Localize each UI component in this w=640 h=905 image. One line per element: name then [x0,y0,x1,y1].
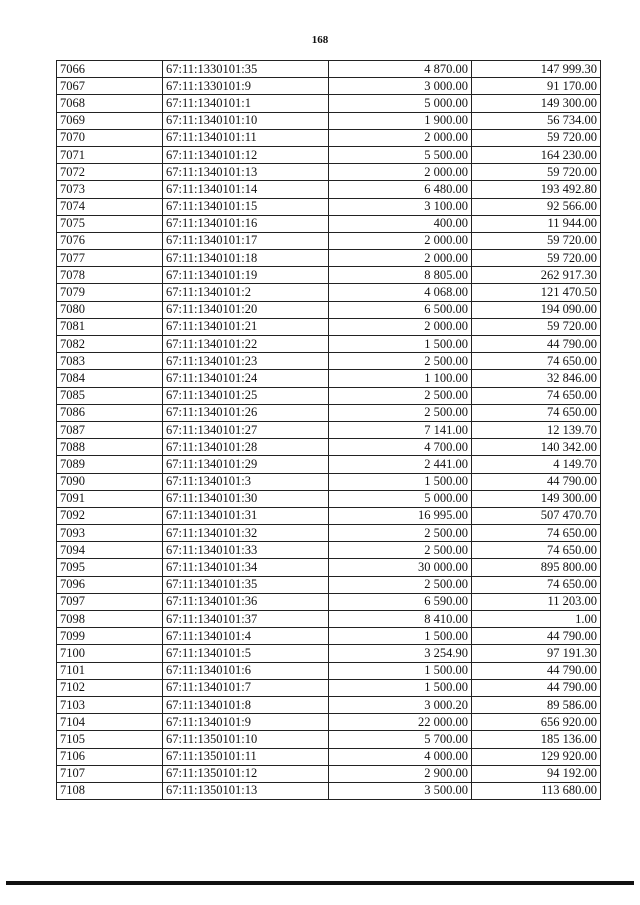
table-row [57,731,601,748]
row-number-cell: 7098 [57,611,163,628]
row-number-cell: 7103 [57,696,163,713]
row-number-cell: 7072 [57,164,163,181]
row-number-cell: 7066 [57,61,163,78]
table-row [57,507,601,524]
table-row [57,284,601,301]
area-cell: 2 441.00 [329,456,472,473]
area-cell: 4 000.00 [329,748,472,765]
cadastral-number-cell: 67:11:1340101:33 [163,542,329,559]
value-cell: 74 650.00 [472,542,601,559]
area-cell: 8 410.00 [329,611,472,628]
table-row [57,112,601,129]
row-number-cell: 7073 [57,181,163,198]
value-cell: 44 790.00 [472,679,601,696]
area-cell: 1 500.00 [329,473,472,490]
value-cell: 59 720.00 [472,164,601,181]
cadastral-number-cell: 67:11:1340101:26 [163,404,329,421]
table-row [57,370,601,387]
table-row [57,473,601,490]
row-number-cell: 7078 [57,267,163,284]
area-cell: 5 000.00 [329,490,472,507]
value-cell: 74 650.00 [472,353,601,370]
registry-table-container [56,60,600,800]
cadastral-number-cell: 67:11:1340101:30 [163,490,329,507]
area-cell: 7 141.00 [329,421,472,438]
value-cell: 121 470.50 [472,284,601,301]
table-row [57,542,601,559]
area-cell: 2 500.00 [329,576,472,593]
area-cell: 3 500.00 [329,782,472,799]
area-cell: 1 900.00 [329,112,472,129]
value-cell: 12 139.70 [472,421,601,438]
cadastral-number-cell: 67:11:1340101:35 [163,576,329,593]
area-cell: 2 500.00 [329,542,472,559]
cadastral-number-cell: 67:11:1340101:13 [163,164,329,181]
row-number-cell: 7076 [57,232,163,249]
table-row [57,782,601,799]
row-number-cell: 7102 [57,679,163,696]
value-cell: 185 136.00 [472,731,601,748]
table-row [57,95,601,112]
cadastral-number-cell: 67:11:1340101:36 [163,593,329,610]
row-number-cell: 7107 [57,765,163,782]
row-number-cell: 7101 [57,662,163,679]
row-number-cell: 7106 [57,748,163,765]
cadastral-number-cell: 67:11:1340101:34 [163,559,329,576]
cadastral-number-cell: 67:11:1340101:1 [163,95,329,112]
table-row [57,679,601,696]
cadastral-number-cell: 67:11:1340101:12 [163,146,329,163]
page-number: 168 [311,34,329,46]
cadastral-number-cell: 67:11:1340101:18 [163,250,329,267]
area-cell: 2 900.00 [329,765,472,782]
cadastral-number-cell: 67:11:1340101:16 [163,215,329,232]
area-cell: 3 254.90 [329,645,472,662]
value-cell: 149 300.00 [472,490,601,507]
area-cell: 6 500.00 [329,301,472,318]
cadastral-number-cell: 67:11:1340101:14 [163,181,329,198]
table-row [57,318,601,335]
value-cell: 44 790.00 [472,662,601,679]
value-cell: 56 734.00 [472,112,601,129]
cadastral-number-cell: 67:11:1350101:10 [163,731,329,748]
table-row [57,250,601,267]
area-cell: 2 500.00 [329,387,472,404]
row-number-cell: 7068 [57,95,163,112]
row-number-cell: 7075 [57,215,163,232]
area-cell: 3 000.20 [329,696,472,713]
cadastral-number-cell: 67:11:1340101:17 [163,232,329,249]
row-number-cell: 7108 [57,782,163,799]
table-row [57,146,601,163]
row-number-cell: 7077 [57,250,163,267]
row-number-cell: 7089 [57,456,163,473]
table-row [57,336,601,353]
cadastral-number-cell: 67:11:1340101:10 [163,112,329,129]
cadastral-number-cell: 67:11:1340101:5 [163,645,329,662]
table-row [57,714,601,731]
cadastral-number-cell: 67:11:1340101:8 [163,696,329,713]
row-number-cell: 7084 [57,370,163,387]
table-row [57,421,601,438]
area-cell: 2 000.00 [329,164,472,181]
value-cell: 74 650.00 [472,576,601,593]
cadastral-number-cell: 67:11:1340101:11 [163,129,329,146]
table-row [57,628,601,645]
row-number-cell: 7087 [57,421,163,438]
area-cell: 2 000.00 [329,129,472,146]
row-number-cell: 7080 [57,301,163,318]
cadastral-number-cell: 67:11:1340101:2 [163,284,329,301]
table-row [57,232,601,249]
cadastral-number-cell: 67:11:1350101:11 [163,748,329,765]
area-cell: 2 000.00 [329,318,472,335]
row-number-cell: 7074 [57,198,163,215]
value-cell: 44 790.00 [472,628,601,645]
value-cell: 193 492.80 [472,181,601,198]
table-row [57,61,601,78]
value-cell: 74 650.00 [472,404,601,421]
table-row [57,456,601,473]
table-row [57,387,601,404]
value-cell: 262 917.30 [472,267,601,284]
row-number-cell: 7090 [57,473,163,490]
area-cell: 1 100.00 [329,370,472,387]
area-cell: 1 500.00 [329,336,472,353]
row-number-cell: 7099 [57,628,163,645]
table-row [57,748,601,765]
value-cell: 89 586.00 [472,696,601,713]
value-cell: 11 203.00 [472,593,601,610]
area-cell: 3 000.00 [329,78,472,95]
value-cell: 129 920.00 [472,748,601,765]
row-number-cell: 7091 [57,490,163,507]
table-row [57,181,601,198]
value-cell: 656 920.00 [472,714,601,731]
area-cell: 400.00 [329,215,472,232]
table-row [57,576,601,593]
row-number-cell: 7071 [57,146,163,163]
row-number-cell: 7085 [57,387,163,404]
row-number-cell: 7082 [57,336,163,353]
cadastral-number-cell: 67:11:1330101:35 [163,61,329,78]
table-row [57,439,601,456]
area-cell: 5 700.00 [329,731,472,748]
area-cell: 4 870.00 [329,61,472,78]
cadastral-number-cell: 67:11:1340101:4 [163,628,329,645]
cadastral-number-cell: 67:11:1350101:12 [163,765,329,782]
row-number-cell: 7086 [57,404,163,421]
cadastral-number-cell: 67:11:1340101:22 [163,336,329,353]
cadastral-number-cell: 67:11:1340101:15 [163,198,329,215]
area-cell: 6 590.00 [329,593,472,610]
table-row [57,198,601,215]
table-row [57,696,601,713]
registry-table [56,60,601,800]
cadastral-number-cell: 67:11:1340101:24 [163,370,329,387]
value-cell: 147 999.30 [472,61,601,78]
table-row [57,559,601,576]
table-row [57,404,601,421]
area-cell: 2 000.00 [329,250,472,267]
row-number-cell: 7097 [57,593,163,610]
cadastral-number-cell: 67:11:1340101:3 [163,473,329,490]
area-cell: 1 500.00 [329,628,472,645]
cadastral-number-cell: 67:11:1340101:32 [163,525,329,542]
area-cell: 22 000.00 [329,714,472,731]
cadastral-number-cell: 67:11:1340101:28 [163,439,329,456]
row-number-cell: 7094 [57,542,163,559]
value-cell: 194 090.00 [472,301,601,318]
table-row [57,611,601,628]
area-cell: 5 500.00 [329,146,472,163]
row-number-cell: 7070 [57,129,163,146]
value-cell: 149 300.00 [472,95,601,112]
value-cell: 92 566.00 [472,198,601,215]
area-cell: 8 805.00 [329,267,472,284]
value-cell: 507 470.70 [472,507,601,524]
table-row [57,765,601,782]
value-cell: 74 650.00 [472,387,601,404]
cadastral-number-cell: 67:11:1340101:6 [163,662,329,679]
value-cell: 59 720.00 [472,250,601,267]
area-cell: 2 500.00 [329,525,472,542]
cadastral-number-cell: 67:11:1340101:23 [163,353,329,370]
registry-table-body [57,61,601,800]
area-cell: 2 000.00 [329,232,472,249]
row-number-cell: 7105 [57,731,163,748]
value-cell: 895 800.00 [472,559,601,576]
area-cell: 5 000.00 [329,95,472,112]
table-row [57,645,601,662]
cadastral-number-cell: 67:11:1340101:9 [163,714,329,731]
value-cell: 97 191.30 [472,645,601,662]
table-row [57,490,601,507]
row-number-cell: 7081 [57,318,163,335]
cadastral-number-cell: 67:11:1340101:19 [163,267,329,284]
table-row [57,353,601,370]
area-cell: 3 100.00 [329,198,472,215]
row-number-cell: 7100 [57,645,163,662]
value-cell: 140 342.00 [472,439,601,456]
table-row [57,662,601,679]
cadastral-number-cell: 67:11:1340101:21 [163,318,329,335]
value-cell: 113 680.00 [472,782,601,799]
cadastral-number-cell: 67:11:1330101:9 [163,78,329,95]
cadastral-number-cell: 67:11:1340101:27 [163,421,329,438]
area-cell: 2 500.00 [329,353,472,370]
value-cell: 59 720.00 [472,318,601,335]
value-cell: 44 790.00 [472,336,601,353]
table-row [57,78,601,95]
value-cell: 32 846.00 [472,370,601,387]
area-cell: 30 000.00 [329,559,472,576]
area-cell: 1 500.00 [329,662,472,679]
value-cell: 164 230.00 [472,146,601,163]
table-row [57,215,601,232]
table-row [57,525,601,542]
value-cell: 94 192.00 [472,765,601,782]
value-cell: 59 720.00 [472,232,601,249]
row-number-cell: 7104 [57,714,163,731]
cadastral-number-cell: 67:11:1340101:37 [163,611,329,628]
row-number-cell: 7095 [57,559,163,576]
value-cell: 11 944.00 [472,215,601,232]
cadastral-number-cell: 67:11:1340101:20 [163,301,329,318]
table-row [57,129,601,146]
cadastral-number-cell: 67:11:1340101:29 [163,456,329,473]
footer-rule [6,881,634,885]
row-number-cell: 7069 [57,112,163,129]
value-cell: 4 149.70 [472,456,601,473]
table-row [57,267,601,284]
row-number-cell: 7067 [57,78,163,95]
row-number-cell: 7088 [57,439,163,456]
row-number-cell: 7096 [57,576,163,593]
cadastral-number-cell: 67:11:1340101:31 [163,507,329,524]
table-row [57,301,601,318]
area-cell: 16 995.00 [329,507,472,524]
area-cell: 4 700.00 [329,439,472,456]
cadastral-number-cell: 67:11:1350101:13 [163,782,329,799]
value-cell: 74 650.00 [472,525,601,542]
row-number-cell: 7083 [57,353,163,370]
area-cell: 6 480.00 [329,181,472,198]
value-cell: 1.00 [472,611,601,628]
row-number-cell: 7092 [57,507,163,524]
area-cell: 1 500.00 [329,679,472,696]
cadastral-number-cell: 67:11:1340101:25 [163,387,329,404]
table-row [57,164,601,181]
area-cell: 4 068.00 [329,284,472,301]
row-number-cell: 7093 [57,525,163,542]
table-row [57,593,601,610]
cadastral-number-cell: 67:11:1340101:7 [163,679,329,696]
value-cell: 59 720.00 [472,129,601,146]
row-number-cell: 7079 [57,284,163,301]
value-cell: 44 790.00 [472,473,601,490]
area-cell: 2 500.00 [329,404,472,421]
value-cell: 91 170.00 [472,78,601,95]
